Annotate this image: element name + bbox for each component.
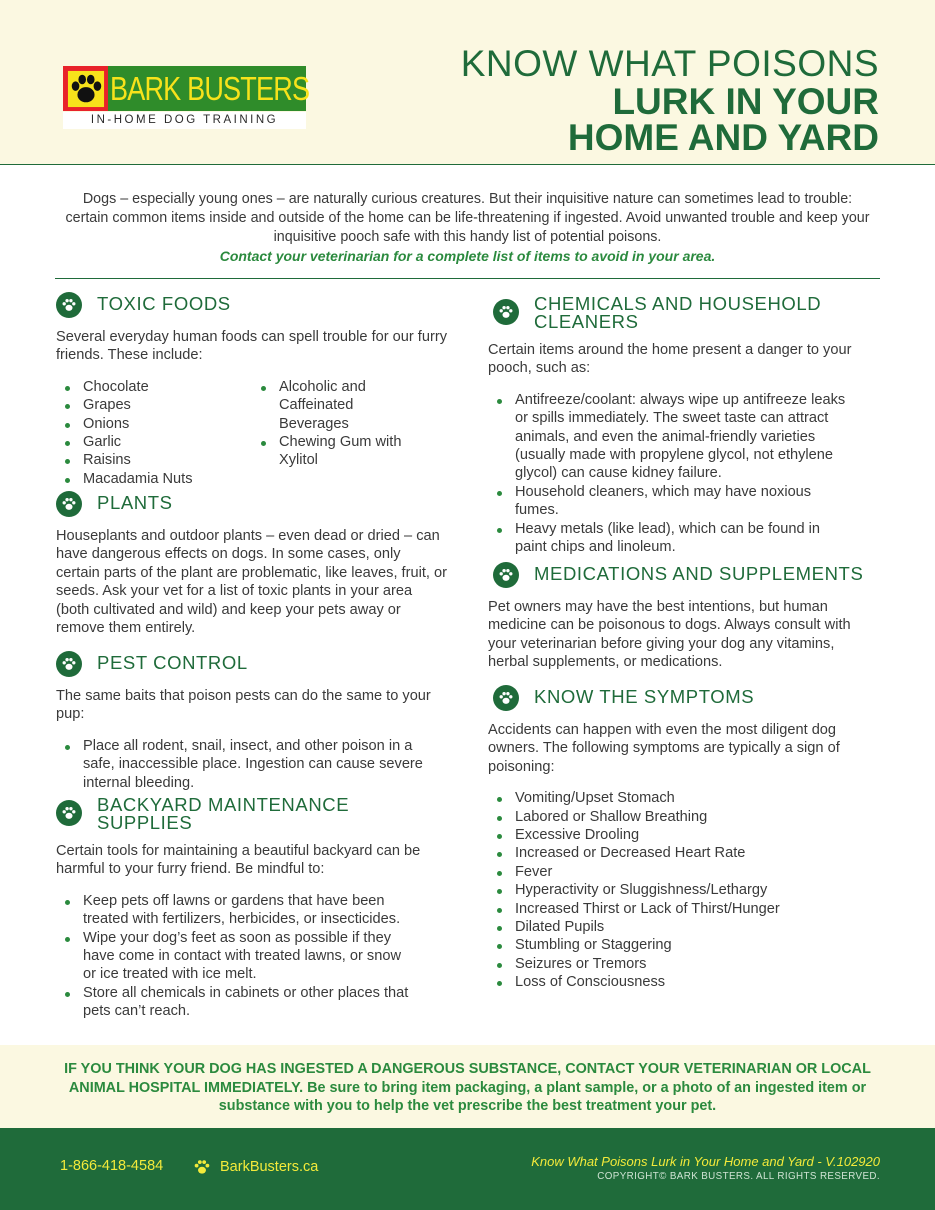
title-line-3: HOME AND YARD xyxy=(567,117,879,158)
section-title: TOXIC FOODS xyxy=(97,293,231,314)
section-title-line-1: CHEMICALS AND HOUSEHOLD xyxy=(534,293,822,314)
section-title xyxy=(534,295,821,331)
section-chemicals xyxy=(488,293,878,556)
list-item: Dilated Pupils xyxy=(488,918,858,936)
section-heading xyxy=(493,561,878,588)
list-item: Increased or Decreased Heart Rate xyxy=(488,844,858,862)
title-line-1: KNOW WHAT POISONS xyxy=(460,43,879,84)
section-title: PEST CONTROL xyxy=(97,652,248,673)
warning-text: IF YOU THINK YOUR DOG HAS INGESTED A DANGEROUS SUBSTANCE, CONTACT YOUR VETERINARIAN OR LOCAL ANIMAL HOSPITAL IMMEDIATELY. Be sure to bring item packaging, a plant sample, or a photo of an ingested item or substance with you to help the vet prescribe the best treatment your pet. xyxy=(64,1061,871,1115)
intro-callout: Contact your veterinarian for a complete list of items to avoid in your area. xyxy=(219,248,716,264)
list-item: Onions xyxy=(56,415,252,433)
list-item: Chewing Gum with Xylitol xyxy=(252,433,412,470)
section-heading xyxy=(56,291,448,318)
backyard-list xyxy=(56,892,416,1021)
section-text: Pet owners may have the best intentions, but human medicine can be poisonous to dogs. Always consult with your veterinarian before giving your dog any vitamins, herbal supplements, or medications. xyxy=(488,599,851,671)
logo-paw-icon xyxy=(63,66,108,111)
list-item: Increased Thirst or Lack of Thirst/Hunger xyxy=(488,900,858,918)
phone-number[interactable]: 1-866-418-4584 xyxy=(60,1158,164,1174)
copyright: COPYRIGHT© BARK BUSTERS. ALL RIGHTS RESERVED. xyxy=(597,1171,880,1182)
list-item: Store all chemicals in cabinets or other places that pets can’t reach. xyxy=(56,984,416,1021)
paw-icon xyxy=(493,562,519,588)
list-item: Seizures or Tremors xyxy=(488,955,858,973)
divider xyxy=(55,278,880,279)
list-item: Keep pets off lawns or gardens that have been treated with fertilizers, herbicides, or insecticides. xyxy=(56,892,416,929)
paw-icon xyxy=(56,800,82,826)
paw-icon xyxy=(56,491,82,517)
list-item: Household cleaners, which may have noxious fumes. xyxy=(488,483,853,520)
list-item: Stumbling or Staggering xyxy=(488,936,858,954)
list-item: Hyperactivity or Sluggishness/Lethargy xyxy=(488,881,858,899)
section-title-line-2: CLEANERS xyxy=(534,311,639,332)
symptoms-list xyxy=(488,789,858,991)
list-item: Fever xyxy=(488,863,858,881)
list-item: Heavy metals (like lead), which can be found in paint chips and linoleum. xyxy=(488,520,853,557)
list-item: Vomiting/Upset Stomach xyxy=(488,789,858,807)
list-item: Grapes xyxy=(56,396,252,414)
paw-icon xyxy=(56,651,82,677)
logo-tagline: IN-HOME DOG TRAINING xyxy=(63,112,306,129)
section-heading xyxy=(56,796,448,832)
logo-name: BARK BUSTERS xyxy=(110,70,310,107)
section-text: The same baits that poison pests can do the same to your pup: xyxy=(56,688,431,723)
section-title: MEDICATIONS AND SUPPLEMENTS xyxy=(534,563,864,584)
section-text: Accidents can happen with even the most diligent dog owners. The following symptoms are typically a sign of poisoning: xyxy=(488,722,840,775)
page-footer xyxy=(0,1128,935,1210)
section-heading xyxy=(493,295,878,331)
section-title-line-1: BACKYARD MAINTENANCE xyxy=(97,794,350,815)
list-item: Wipe your dog’s feet as soon as possible if they have come in contact with treated lawns, or snow or ice treated with ice melt. xyxy=(56,929,416,984)
list-item: Excessive Drooling xyxy=(488,826,858,844)
paw-icon xyxy=(56,292,82,318)
intro-text: Dogs – especially young ones – are naturally curious creatures. But their inquisitive nature can sometimes lead to trouble: certain common items inside and outside of the home can be life-threatening if ingested. Avoid unwanted trouble and keep your inquisitive pooch safe with this handy list of potential poisons. xyxy=(65,191,870,245)
pest-control-list xyxy=(56,737,426,792)
section-medications xyxy=(488,561,878,672)
website-link[interactable] xyxy=(193,1158,318,1176)
section-text: Certain tools for maintaining a beautiful backyard can be harmful to your furry friend. Be mindful to: xyxy=(56,843,421,878)
website-label[interactable]: BarkBusters.ca xyxy=(220,1159,319,1175)
list-item: Place all rodent, snail, insect, and other poison in a safe, inaccessible place. Ingestion can cause severe internal bleeding. xyxy=(56,737,426,792)
document-reference: Know What Poisons Lurk in Your Home and Yard - V.102920 xyxy=(531,1154,880,1169)
toxic-foods-list-1 xyxy=(56,378,252,488)
section-plants xyxy=(56,490,448,637)
page-header xyxy=(0,0,935,165)
section-heading xyxy=(56,490,448,517)
section-title: KNOW THE SYMPTOMS xyxy=(534,686,755,707)
paw-icon xyxy=(493,685,519,711)
page-title xyxy=(461,44,879,156)
section-title xyxy=(97,796,349,832)
paw-icon xyxy=(193,1158,211,1176)
logo-banner xyxy=(63,66,310,111)
chemicals-list xyxy=(488,391,853,557)
section-heading xyxy=(56,650,448,677)
list-item: Loss of Consciousness xyxy=(488,973,858,991)
toxic-foods-lists xyxy=(56,378,448,488)
section-backyard-maintenance xyxy=(56,796,448,1021)
list-item: Chocolate xyxy=(56,378,252,396)
list-item: Garlic xyxy=(56,433,252,451)
section-text: Certain items around the home present a danger to your pooch, such as: xyxy=(488,342,852,377)
list-item: Antifreeze/coolant: always wipe up antifreeze leaks or spills immediately. The sweet taste can attract animals, and even the animal-friendly varieties (usually made with propylene glycol, not ethylene glycol) can cause kidney failure. xyxy=(488,391,853,483)
list-item: Macadamia Nuts xyxy=(56,470,252,488)
section-title: PLANTS xyxy=(97,492,173,513)
bark-busters-logo xyxy=(63,66,310,129)
section-toxic-foods xyxy=(56,291,448,488)
toxic-foods-list-2 xyxy=(252,378,432,488)
section-title-line-2: SUPPLIES xyxy=(97,812,193,833)
section-symptoms xyxy=(488,684,878,992)
list-item: Raisins xyxy=(56,451,252,469)
section-pest-control xyxy=(56,650,448,792)
list-item: Labored or Shallow Breathing xyxy=(488,808,858,826)
section-heading xyxy=(493,684,878,711)
section-text: Several everyday human foods can spell trouble for our furry friends. These include: xyxy=(56,329,447,364)
list-item: Alcoholic and Caffeinated Beverages xyxy=(252,378,392,433)
title-line-2: LURK IN YOUR xyxy=(612,81,879,122)
section-text: Houseplants and outdoor plants – even dead or dried – can have dangerous effects on dogs. In some cases, only certain parts of the plant are problematic, like leaves, fruit, or seeds. Ask your vet for a list of toxic plants in your area (both cultivated and wild) and keep your pets away or remove them entirely. xyxy=(56,528,447,637)
paw-icon xyxy=(493,299,519,325)
